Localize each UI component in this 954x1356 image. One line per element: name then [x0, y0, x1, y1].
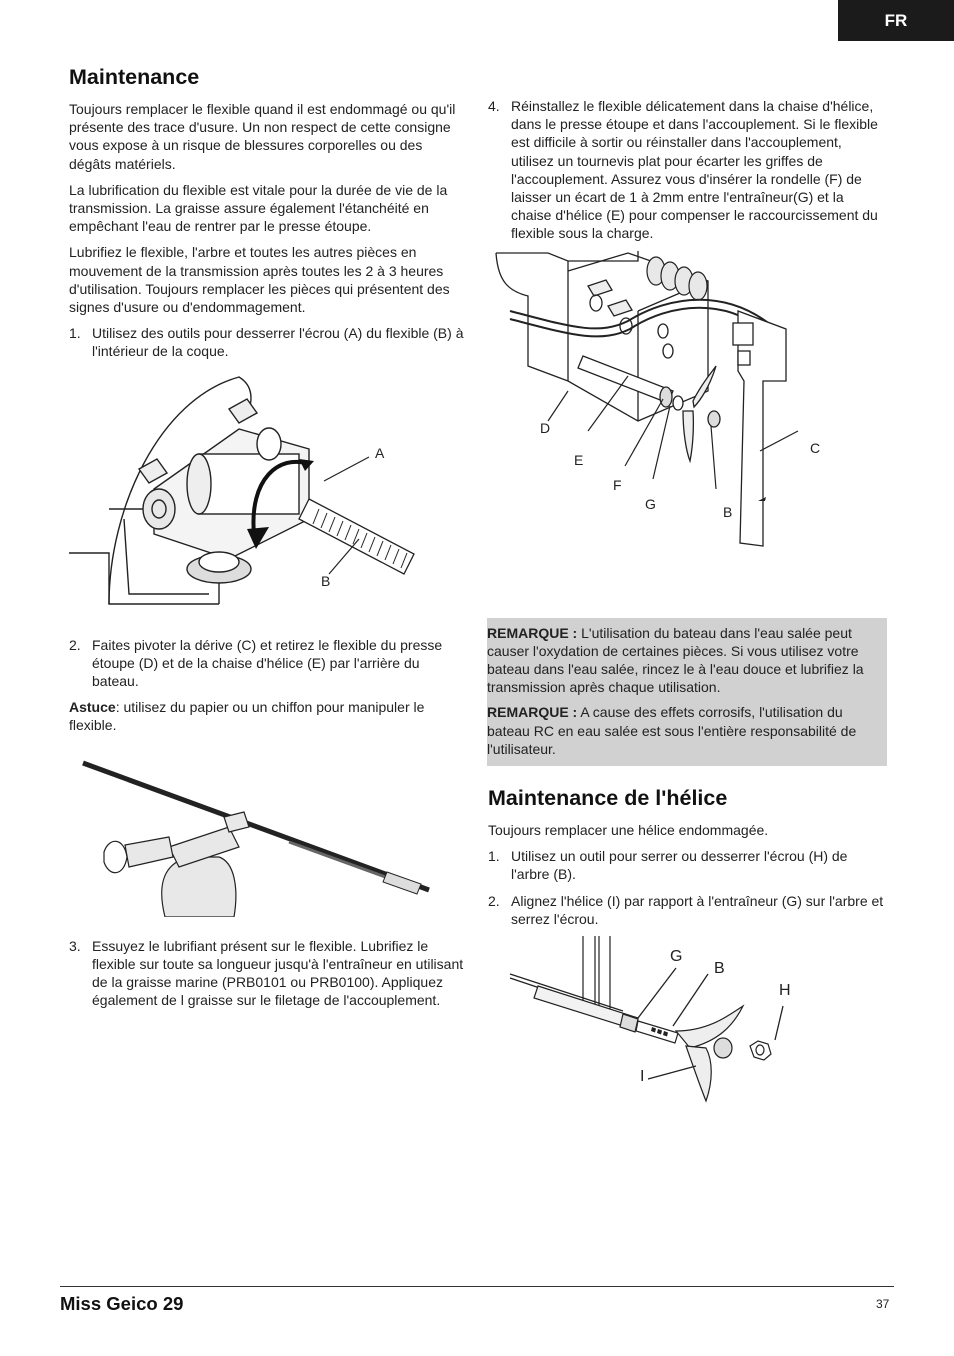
label-g: G — [645, 495, 656, 512]
paragraph-warning: Toujours remplacer le flexible quand il est endommagé ou qu'il présente des trace d'usure. Un non respect de cette consigne vous expose à un risque de blessures corporelles ou des dégâts matériels. — [69, 101, 456, 172]
section-title-propeller: Maintenance de l'hélice — [488, 786, 728, 811]
step-number: 4. — [488, 98, 500, 114]
label-a: A — [375, 444, 385, 461]
label-b: B — [321, 572, 331, 589]
step-1 — [69, 324, 467, 360]
step-number: 1. — [488, 848, 500, 865]
note-label: REMARQUE : — [487, 704, 578, 721]
step-number: 2. — [69, 636, 81, 653]
step-text: Utilisez un outil pour serrer ou desserrer l'écrou (H) de l'arbre (B). — [511, 848, 848, 883]
step-text: Utilisez des outils pour desserrer l'écrou (A) du flexible (B) à l'intérieur de la coque. — [92, 325, 464, 360]
tip-label: Astuce — [69, 699, 116, 716]
right-column — [488, 97, 886, 1106]
propeller-illustration — [488, 936, 886, 1106]
label-h: H — [779, 982, 791, 1000]
note-text: L'utilisation du bateau dans l'eau salée peut causer l'oxydation de certaines pièces. Si vous utilisez votre bateau dans l'eau salée, rincez le à l'eau douce et lubrifiez la transmission après chaque utilisation. — [487, 624, 864, 696]
step-3 — [69, 937, 467, 1010]
footer-model-name: Miss Geico 29 — [60, 1293, 184, 1314]
paragraph-lubrication: La lubrification du flexible est vitale pour la durée de vie de la transmission. La graisse assure également l'étanchéité en empêchant l'eau de rentrer par le presse étoupe. — [69, 181, 448, 235]
left-column — [69, 62, 467, 1017]
label-c: C — [810, 439, 821, 456]
figure-propeller — [488, 936, 886, 1106]
language-tab: FR — [838, 0, 954, 41]
step-propeller-2 — [488, 892, 886, 928]
paragraph-interval: Lubrifiez le flexible, l'arbre et toutes les autres pièces en mouvement de la transmission après toutes les 2 à 3 heures d'utilisation. Toujours remplacer les pièces qui présentent des signes d'usure ou d'endommagement. — [69, 244, 450, 316]
step-text: Alignez l'hélice (I) par rapport à l'entraîneur (G) sur l'arbre et serrez l'écrou. — [511, 892, 884, 927]
label-d: D — [540, 419, 551, 436]
note-oxidation — [487, 624, 885, 697]
note-label: REMARQUE : — [487, 624, 578, 641]
step-number: 3. — [69, 937, 81, 954]
step-number: 2. — [488, 892, 500, 909]
step-text: Essuyez le lubrifiant présent sur le flexible. Lubrifiez le flexible sur toute sa longueur jusqu'à l'entraîneur en utilisant de la graisse marine (PRB0101 ou PRB0100). Appliquez également de l graisse sur le filetage de l'accouplement. — [92, 937, 464, 1009]
step-4 — [488, 97, 886, 243]
saltwater-note-box — [487, 618, 887, 766]
figure-lubrication — [69, 757, 467, 917]
label-f: F — [613, 476, 622, 493]
tip-paragraph — [69, 698, 467, 734]
footer-divider — [60, 1286, 894, 1287]
step-2 — [69, 636, 467, 691]
nut-removal-illustration — [69, 369, 467, 614]
step-text: Réinstallez le flexible délicatement dans la chaise d'hélice, dans le presse étoupe et dans l'accouplement. Si le flexible est difficile à sortir ou réinstaller dans l'accouplement, utilisez un tournevis plat pour écarter les griffes de l'accouplement. Assurez vous d'insérer la rondelle (F) de laisser un écart de 1 à 2mm entre l'entraîneur(G) et la chaise d'hélice (E) pour compenser le raccourcissement du flexible sous la charge. — [511, 98, 878, 242]
step-number: 1. — [69, 325, 81, 342]
label-b: B — [723, 503, 733, 520]
label-g: G — [670, 948, 683, 966]
note-text: A cause des effets corrosifs, l'utilisation du bateau RC en eau salée est sous l'entière responsabilité de l'utilisateur. — [487, 704, 857, 757]
page-number: 37 — [876, 1297, 890, 1311]
label-e: E — [574, 451, 584, 468]
label-i: I — [640, 1068, 645, 1086]
stern-assembly-illustration — [488, 251, 886, 571]
figure-stern-assembly — [488, 251, 886, 571]
tip-text: : utilisez du papier ou un chiffon pour manipuler le flexible. — [69, 699, 425, 734]
section-title-maintenance: Maintenance — [69, 65, 200, 89]
paragraph-propeller-intro: Toujours remplacer une hélice endommagée. — [488, 822, 769, 839]
lubrication-illustration — [69, 757, 467, 917]
note-responsibility — [487, 703, 885, 758]
step-text: Faites pivoter la dérive (C) et retirez le flexible du presse étoupe (D) et de la chaise d'hélice (E) par l'arrière du bateau. — [92, 636, 443, 690]
figure-nut-removal — [69, 369, 467, 614]
step-propeller-1 — [488, 847, 886, 883]
label-b: B — [714, 960, 725, 978]
